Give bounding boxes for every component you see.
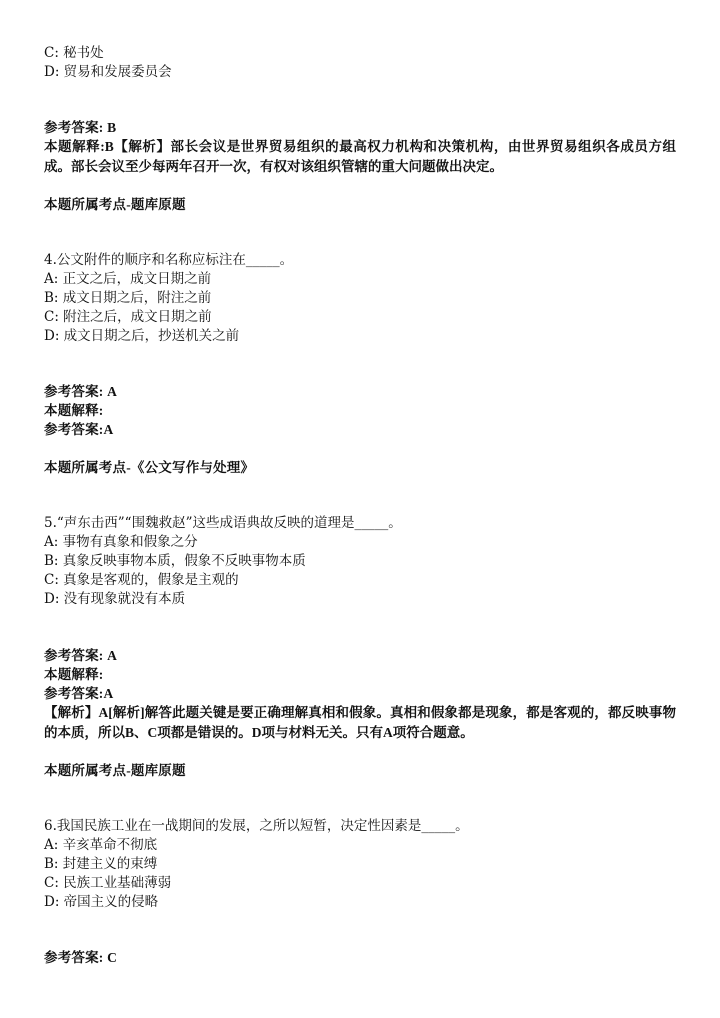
q3-explanation: 本题解释:B【解析】部长会议是世界贸易组织的最高权力机构和决策机构，由世界贸易组织各成员方组成。部长会议至少每两年召开一次，有权对该组织管辖的重大问题做出决定。 [44,139,676,174]
q5-option-c: C: 真象是客观的，假象是主观的 [44,572,239,588]
q5-analysis: 【解析】A[解析]解答此题关键是要正确理解真相和假象。真相和假象都是现象，都是客观的，都反映事物的本质，所以B、C项都是错误的。D项与材料无关。只有A项符合题意。 [44,705,676,740]
q5-question: 5.“声东击西”“围魏救赵”这些成语典故反映的道理是_____。 [44,515,402,531]
q6-answer: 参考答案: C [44,950,118,965]
q4-question: 4.公文附件的顺序和名称应标注在_____。 [44,252,294,268]
q5-option-a: A: 事物有真象和假象之分 [44,534,198,550]
q3-option-d: D: 贸易和发展委员会 [44,64,172,80]
q3-answer: 参考答案: B [44,120,117,135]
q5-explanation-label: 本题解释: [44,667,104,682]
q4-topic: 本题所属考点-《公文写作与处理》 [44,460,255,475]
q6-option-a: A: 辛亥革命不彻底 [44,837,158,853]
q3-topic: 本题所属考点-题库原题 [44,197,186,212]
q3-option-c: C: 秘书处 [44,45,104,61]
q4-answer-repeat: 参考答案:A [44,422,114,437]
q6-option-b: B: 封建主义的束缚 [44,856,158,872]
q6-option-c: C: 民族工业基础薄弱 [44,875,172,891]
q4-option-c: C: 附注之后，成文日期之前 [44,309,212,325]
q5-option-b: B: 真象反映事物本质，假象不反映事物本质 [44,553,306,569]
q4-explanation-label: 本题解释: [44,403,104,418]
q5-answer: 参考答案: A [44,648,118,663]
q6-question: 6.我国民族工业在一战期间的发展，之所以短暂，决定性因素是_____。 [44,818,469,834]
q4-option-a: A: 正文之后，成文日期之前 [44,271,212,287]
q4-option-d: D: 成文日期之后，抄送机关之前 [44,328,240,344]
q4-answer: 参考答案: A [44,384,118,399]
q6-option-d: D: 帝国主义的侵略 [44,894,159,910]
q5-option-d: D: 没有现象就没有本质 [44,591,186,607]
q4-option-b: B: 成文日期之后，附注之前 [44,290,212,306]
q5-answer-repeat: 参考答案:A [44,686,114,701]
q5-topic: 本题所属考点-题库原题 [44,763,186,778]
